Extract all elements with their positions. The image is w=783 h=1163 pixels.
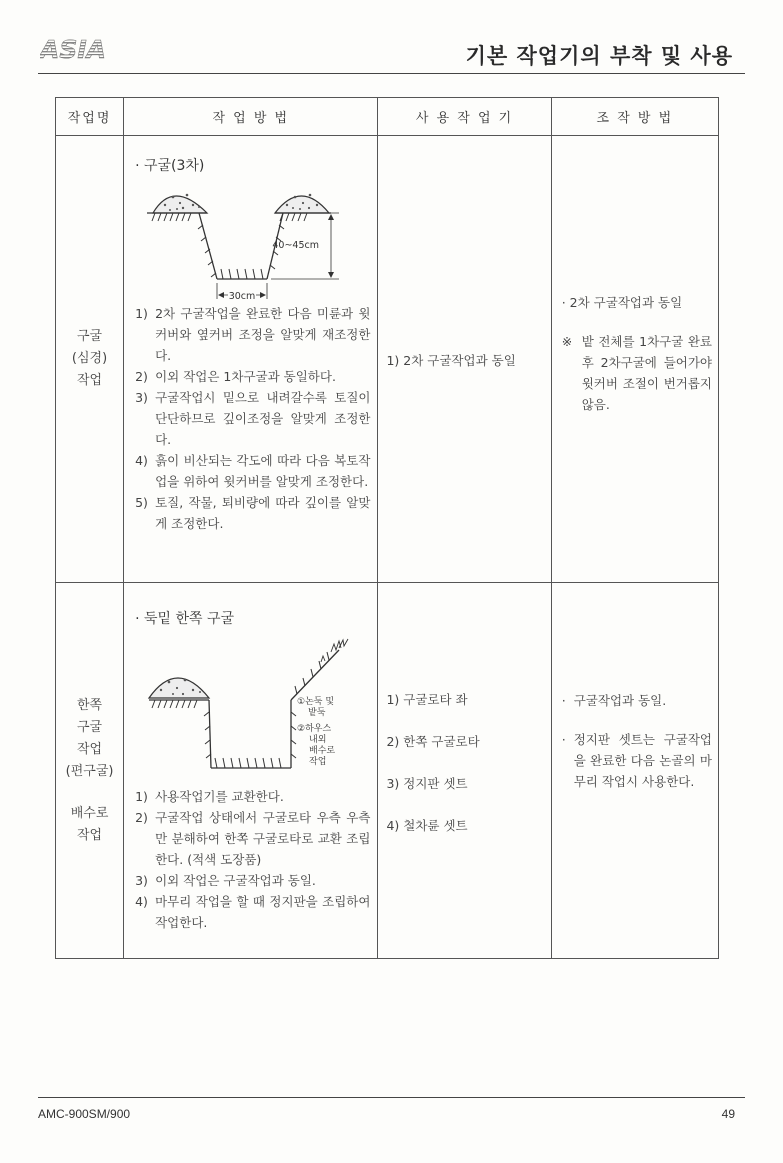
list-item: 4) 철차륜 셋트 [386,817,468,833]
work-name-cell: 한쪽 구굴 작업 (편구굴) 배수로 작업 [56,583,124,959]
furrow-diagram-3rd [125,175,375,301]
list-item: 1) 2차 구굴작업을 완료한 다음 미륜과 윗커버와 옆커버 조정을 알맞게 재조정한다. [135,306,371,363]
list-item: 1) 구굴로타 좌 [386,691,468,707]
implement-cell [378,136,551,583]
list-item: 2) 한쪽 구굴로타 [386,733,480,749]
header-divider [38,73,745,74]
operation-line: · 2차 구굴작업과 동일 [561,294,683,310]
list-item: 3) 구굴작업시 밑으로 내려갈수록 토질이 단단하므로 깊이조정을 알맞게 조정한다. [135,390,371,447]
header-work-name: 작업명 [56,98,124,136]
method-steps [125,303,376,534]
implement-list [386,679,549,847]
asia-logo [40,36,108,62]
note-mark: ※ [561,333,573,349]
operation-bullet: · 정지판 셋트는 구굴작업을 완료한 다음 논골의 마무리 작업시 사용한다. [561,731,712,789]
model-number: AMC-900SM/900 [38,1107,131,1121]
list-item: 5) 토질, 작물, 퇴비량에 따라 깊이를 알맞게 조정한다. [135,495,371,531]
page-number: 49 [721,1107,735,1121]
work-method-table [55,97,719,959]
drainage-label: ②하우스 내외 배수로 작업 [297,724,336,767]
list-item: 4) 흙이 비산되는 각도에 따라 다음 복토작업을 위하여 윗커버를 알맞게 조정한다. [135,453,371,489]
operation-bullet: · 구굴작업과 동일. [561,692,667,708]
list-item: 1) 사용작업기를 교환한다. [135,789,284,804]
work-method-cell [124,136,378,583]
operation-note [562,331,712,415]
levee-label: ①논둑 및 밭둑 [297,697,335,718]
implement-cell [378,583,551,959]
list-item: 3) 정지판 셋트 [386,775,468,791]
list-item: 2) 이외 작업은 1차구굴과 동일하다. [135,369,336,384]
header-work-method: 작 업 방 법 [124,98,378,136]
operation-cell [551,136,718,583]
table-row [56,583,719,959]
depth-label: 40~45cm [272,240,320,251]
svg-text:ASIA: ASIA [40,36,107,62]
list-item: 4) 마무리 작업을 할 때 정지판을 조립하여 작업한다. [135,894,371,930]
note-text: 밭 전체를 1차구굴 완료 후 2차구굴에 들어가야 윗커버 조절이 번거롭지 않음. [581,333,712,412]
header-operation: 조 작 방 법 [551,98,718,136]
work-name-cell: 구굴 (심경) 작업 [56,136,124,583]
width-label: 30cm [228,291,256,301]
method-title: · 둑밑 한쪽 구굴 [135,611,235,627]
footer-divider [38,1097,745,1098]
implement-item: 1) 2차 구굴작업과 동일 [386,352,516,368]
method-title: · 구굴(3차) [135,158,205,174]
header-implement: 사 용 작 업 기 [378,98,551,136]
table-header-row [56,98,719,136]
levee-furrow-diagram [125,628,375,778]
work-method-cell [124,583,378,959]
operation-cell [551,583,718,959]
method-steps [125,786,376,933]
list-item: 2) 구굴작업 상태에서 구굴로타 우측 우측만 분해하여 한쪽 구굴로타로 교환 조립한다. (적색 도장품) [135,810,371,867]
table-row [56,136,719,583]
list-item: 3) 이외 작업은 구굴작업과 동일. [135,873,316,888]
page-title: 기본 작업기의 부착 및 사용 [465,44,733,68]
